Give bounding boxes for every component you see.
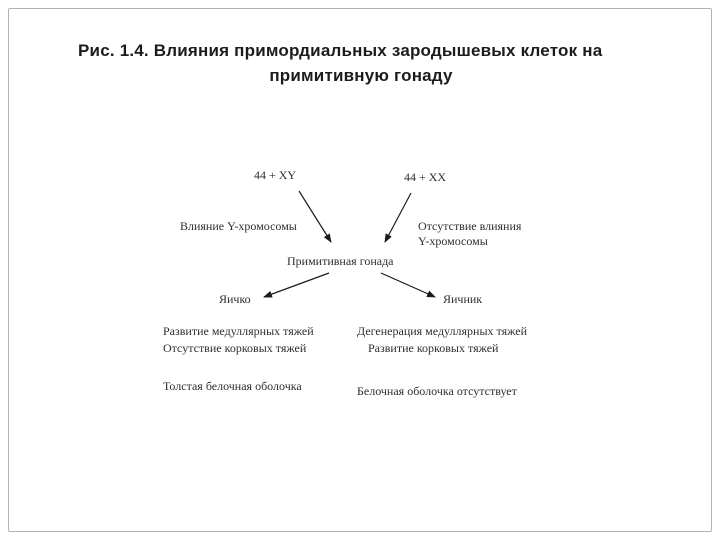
figure-caption-line1: Рис. 1.4. Влияния примордиальных зародышевых клеток на: [78, 41, 603, 60]
y-influence-label: Влияние Y-хромосомы: [180, 219, 297, 233]
ovary-outcome-line1: Дегенерация медуллярных тяжей: [357, 324, 527, 338]
karyotype-xy-label: 44 + XY: [254, 168, 297, 182]
figure-caption-line2: примитивную гонаду: [269, 66, 453, 85]
ovary-outcome-line2: Развитие корковых тяжей: [368, 341, 499, 355]
ovary-label: Яичник: [443, 292, 483, 306]
arrow-xy-to-gonad: [299, 191, 331, 242]
primitive-gonad-label: Примитивная гонада: [287, 254, 394, 268]
ovary-capsule-label: Белочная оболочка отсутствует: [357, 384, 517, 398]
testis-outcome-line2: Отсутствие корковых тяжей: [163, 341, 307, 355]
arrow-gonad-to-testis: [264, 273, 329, 297]
testis-label: Яичко: [219, 292, 251, 306]
no-y-influence-label-line2: Y-хромосомы: [418, 234, 488, 248]
arrow-gonad-to-ovary: [381, 273, 435, 297]
arrow-xx-to-gonad: [385, 193, 411, 242]
figure-caption: [78, 38, 644, 88]
no-y-influence-label-line1: Отсутствие влияния: [418, 219, 522, 233]
testis-capsule-label: Толстая белочная оболочка: [163, 379, 302, 393]
testis-outcome-line1: Развитие медуллярных тяжей: [163, 324, 314, 338]
karyotype-xx-label: 44 + XX: [404, 170, 447, 184]
